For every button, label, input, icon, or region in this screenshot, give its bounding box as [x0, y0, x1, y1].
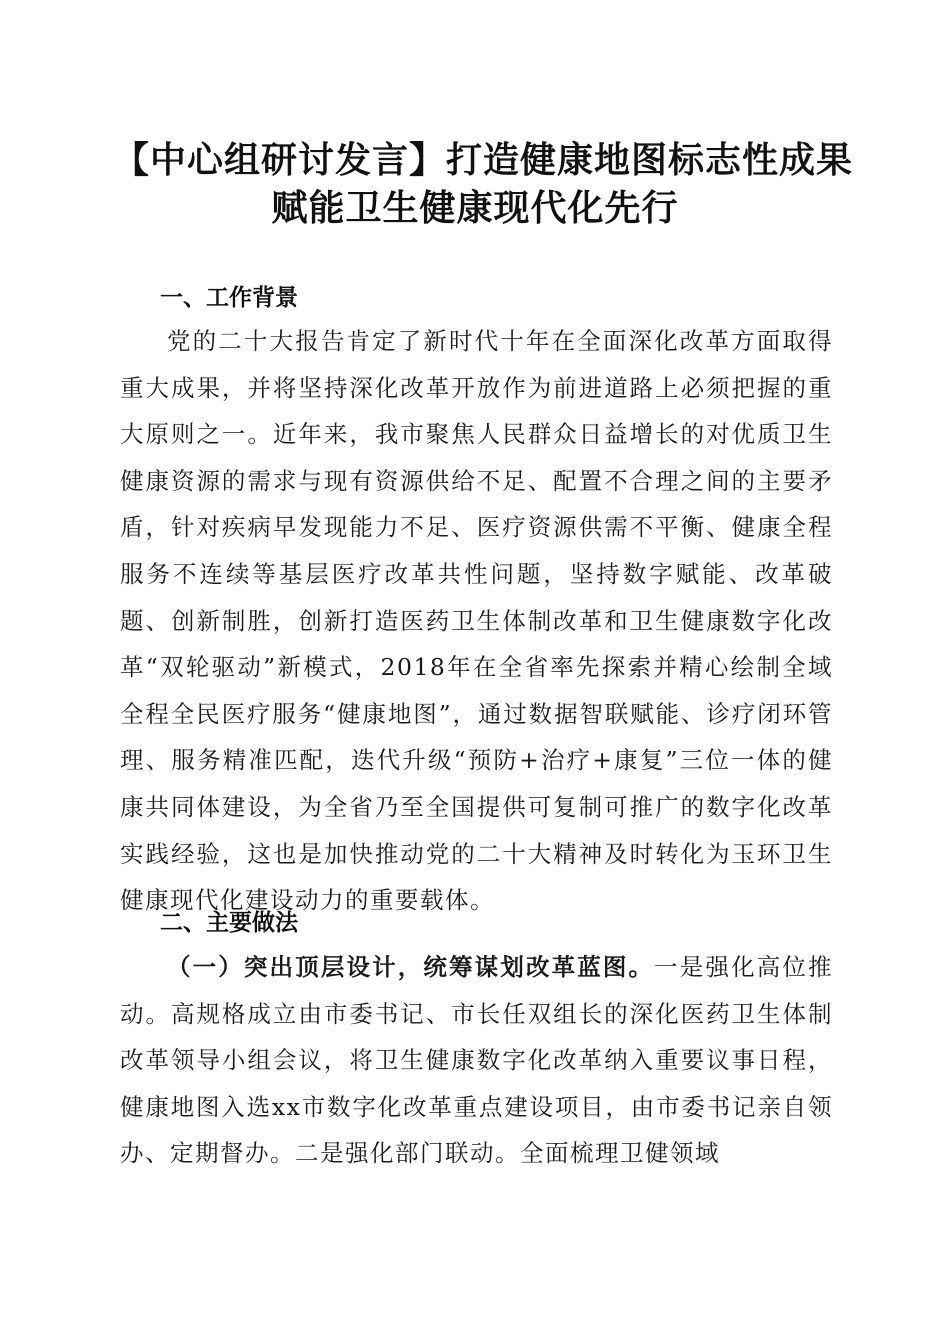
main-practices-paragraph — [120, 944, 833, 1176]
section-heading-main-practices: 二、主要做法 — [160, 910, 298, 936]
subsection-lead: （一）突出顶层设计，统筹谋划改革蓝图。 — [167, 953, 655, 981]
background-paragraph: 党的二十大报告肯定了新时代十年在全面深化改革方面取得重大成果，并将坚持深化改革开放作为前进道路上必须把握的重大原则之一。近年来，我市聚焦人民群众日益增长的对优质卫生健康资源的需求与现有资源供给不足、配置不合理之间的主要矛盾，针对疾病早发现能力不足、医疗资源供需不平衡、健康全程服务不连续等基层医疗改革共性问题，坚持数字赋能、改革破题、创新制胜，创新打造医药卫生体制改革和卫生健康数字化改革“双轮驱动”新模式，2018年在全省率先探索并精心绘制全域全程全民医疗服务“健康地图”，通过数据智联赋能、诊疗闭环管理、服务精准匹配，迭代升级“预防+治疗+康复”三位一体的健康共同体建设，为全省乃至全国提供可复制可推广的数字化改革实践经验，这也是加快推动党的二十大精神及时转化为玉环卫生健康现代化建设动力的重要载体。 — [120, 327, 833, 915]
section-heading-background: 一、工作背景 — [160, 285, 298, 311]
subsection-body: 一是强化高位推动。高规格成立由市委书记、市长任双组长的深化医药卫生体制改革领导小组会议，将卫生健康数字化改革纳入重要议事日程，健康地图入选xx市数字化改革重点建设项目，由市委书记亲自领办、定期督办。二是强化部门联动。全面梳理卫健领域 — [120, 953, 833, 1168]
document-title-line-2: 赋能卫生健康现代化先行 — [271, 187, 679, 229]
document-title-line-1: 【中心组研讨发言】打造健康地图标志性成果 — [112, 139, 853, 181]
